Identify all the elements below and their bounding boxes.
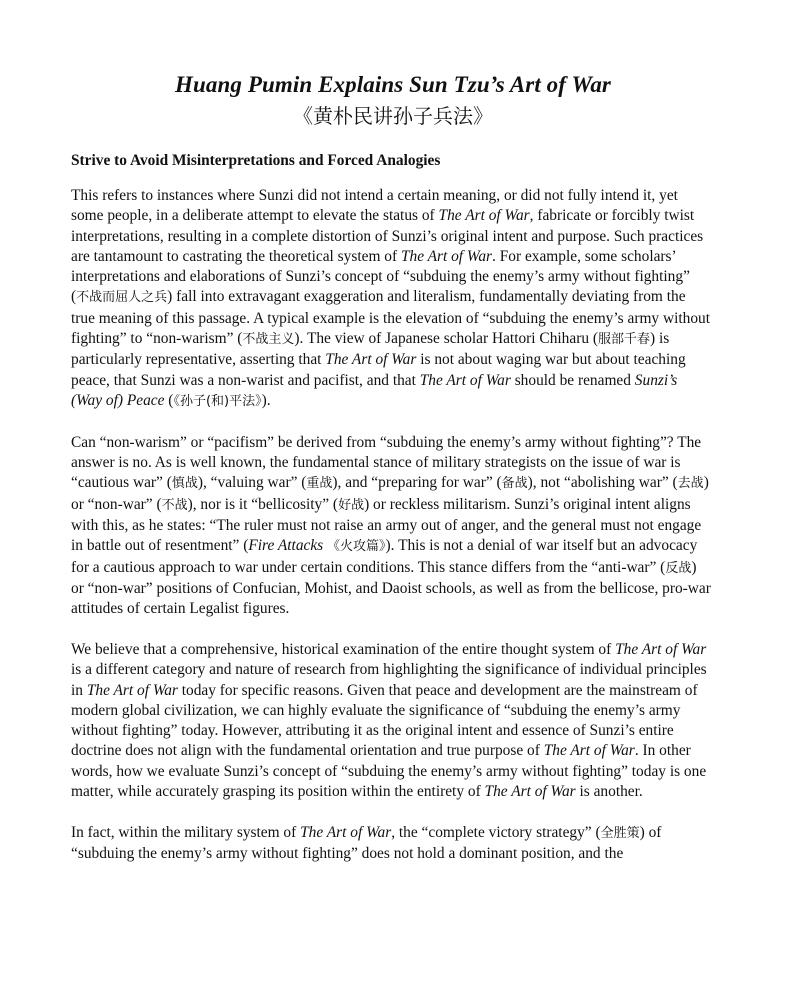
text-run: is a different category and nature of research from highlighting the significance of individual principles in — [71, 661, 707, 699]
book-title-ref: The Art of War — [543, 742, 635, 760]
book-title-ref: The Art of War — [86, 681, 178, 699]
book-title-ref: The Art of War — [300, 823, 392, 841]
chinese-term: 不战 — [161, 497, 188, 513]
book-title-ref: The Art of War — [615, 640, 707, 658]
section-heading: Strive to Avoid Misinterpretations and Forced Analogies — [71, 152, 441, 169]
chinese-term: 全胜策 — [600, 825, 640, 841]
title-chinese: 《黄朴民讲孙子兵法》 — [293, 104, 493, 128]
paragraph-3 — [71, 640, 711, 802]
text-run: ), “valuing war” ( — [197, 474, 307, 492]
chapter-title: Fire Attacks — [248, 537, 324, 555]
book-title-ref: The Art of War — [400, 247, 493, 265]
text-run: , the “complete victory strategy” ( — [391, 823, 601, 841]
renamed-title: Sunzi’s (Way of) Peace — [71, 371, 678, 409]
text-run: ) of “subduing the enemy’s army without fighting” does not hold a dominant position, and the — [71, 823, 662, 863]
text-run: ), nor is it “bellicosity” ( — [187, 495, 339, 513]
text-run: ( — [164, 391, 174, 409]
chinese-term: 慎战 — [171, 476, 198, 492]
chinese-term: 不战主义 — [242, 332, 295, 348]
text-run: , fabricate or forcibly twist interpretations, resulting in a complete distortion of Sunzi’s original intent and purpose. Such practices are tantamount to castrating the theoretical system of — [71, 207, 704, 265]
text-run: In fact, within the military system of — [71, 823, 301, 841]
chinese-term: 服部千春 — [598, 332, 651, 348]
book-title-ref: The Art of War — [419, 371, 511, 389]
text-run: . In other words, how we evaluate Sunzi’s concept of “subduing the enemy’s army without fighting” today is one matter, while accurately grasping its position within the entirety of — [71, 742, 707, 801]
chinese-term: 反战 — [665, 560, 692, 576]
title-block — [0, 70, 786, 130]
text-run: ). — [261, 391, 271, 409]
chinese-term: 《孙子(和)平法》 — [173, 393, 262, 409]
chinese-term: 去战 — [677, 476, 704, 492]
chinese-term: 好战 — [338, 497, 365, 513]
title-english: Huang Pumin Explains Sun Tzu’s Art of War — [175, 72, 611, 97]
text-run: ). The view of Japanese scholar Hattori Chiharu ( — [294, 330, 598, 348]
text-run: ) or “non-war” positions of Confucian, Mohist, and Daoist schools, as well as from the bellicose, pro-war attitudes of certain Legalist figures. — [71, 558, 711, 618]
chinese-term: 不战而屈人之兵 — [76, 290, 168, 306]
text-run: This refers to instances where Sunzi did not intend a certain meaning, or did not fully intend it, yet some people, in a deliberate attempt to elevate the status of — [71, 187, 678, 225]
chinese-term: 《火攻篇》 — [327, 539, 386, 555]
text-run: is another. — [575, 783, 643, 801]
book-title-ref: The Art of War — [438, 207, 530, 225]
text-run: ) or “non-war” ( — [71, 474, 709, 513]
paragraph-2 — [71, 433, 711, 620]
text-run: ), and “preparing for war” ( — [332, 474, 502, 492]
text-run: We believe that a comprehensive, historical examination of the entire thought system of — [71, 640, 616, 658]
text-run: should be renamed — [510, 371, 635, 389]
chinese-term: 重战 — [306, 476, 333, 492]
text-run: is not about waging war but about teaching peace, that Sunzi was a non-warist and pacifist, and that — [71, 351, 686, 389]
text-run: Can “non-warism” or “pacifism” be derived from “subduing the enemy’s army without fighting”? The answer is no. As is well known, the fundamental stance of military strategists on the issue of war is “cautious war” ( — [71, 433, 702, 492]
text-run: ) fall into extravagant exaggeration and literalism, fundamentally deviating from the true meaning of this passage. A typical example is the elevation of “subduing the enemy’s army without fighting” to “non-warism” ( — [71, 288, 710, 348]
text-run: ) is particularly representative, asserting that — [71, 330, 670, 369]
paragraph-4 — [71, 823, 711, 865]
text-run: today for specific reasons. Given that peace and development are the mainstream of modern global civilization, we can highly evaluate the significance of “subduing the enemy’s army without fighting” today. However, attributing it as the original intent and essence of Sunzi’s entire doctrine does not align with the fundamental orientation and true purpose of — [71, 681, 698, 760]
text-run: . For example, some scholars’ interpretations and elaborations of Sunzi’s concept of “subduing the enemy’s army without fighting” ( — [71, 247, 690, 306]
text-run: ). This is not a denial of war itself but an advocacy for a cautious approach to war under certain conditions. This stance differs from the “anti-war” ( — [71, 537, 698, 576]
book-title-ref: The Art of War — [325, 351, 417, 369]
book-title-ref: The Art of War — [484, 783, 576, 801]
document-body — [71, 150, 711, 885]
text-run: ) or reckless militarism. Sunzi’s original intent aligns with this, as he states: “The ruler must not raise an army out of anger, and the general must not engage in battle out of resentment” ( — [71, 495, 702, 555]
paragraph-1 — [71, 186, 711, 412]
chinese-term: 备战 — [501, 476, 528, 492]
text-run: ), not “abolishing war” ( — [527, 474, 678, 492]
